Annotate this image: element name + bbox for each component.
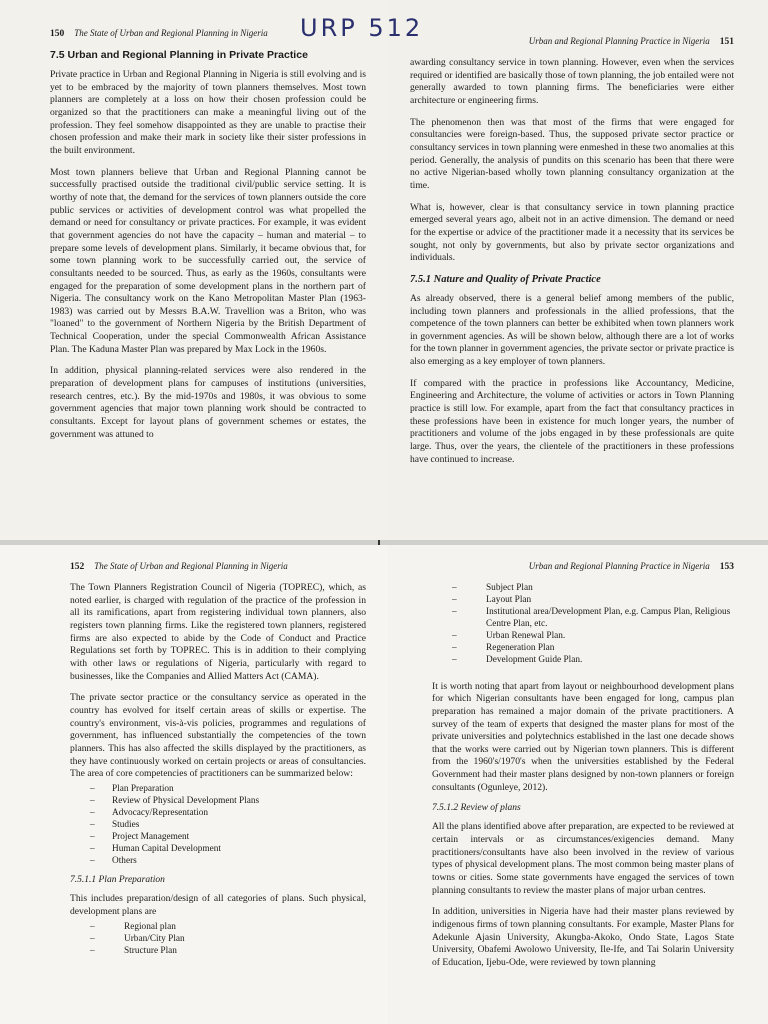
- paragraph: All the plans identified above after preparation, are expected to be reviewed at certain intervals or as circumstances/exigencies demand. Many practitioners/consultants have also been involved in the review of various types of physical development plans. The most common being master plans of towns or cities. Some state governments have engaged the services of town planning consultants to review the master plans of major urban centres.: [432, 821, 734, 896]
- running-title: The State of Urban and Regional Planning in Nigeria: [74, 28, 268, 38]
- page-153: [388, 545, 768, 1024]
- handwritten-course-code: URP 512: [300, 14, 424, 42]
- list-item: – Structure Plan: [90, 945, 366, 957]
- paragraph: In addition, physical planning-related services were also rendered in the preparation of development plans for campuses of institutions (universities, research centres, etc.). By the mid-1970s and 1980s, it was obvious to some government agencies that major town planning work should be contracted to consultants. Except for layout plans of government schemes or estates, the government was attuned to: [50, 365, 366, 440]
- list-item: – Layout Plan: [452, 594, 734, 606]
- page-number: 150: [50, 29, 65, 39]
- running-title: The State of Urban and Regional Planning in Nigeria: [94, 561, 288, 571]
- page-151: [388, 0, 768, 540]
- paragraph: It is worth noting that apart from layout or neighbourhood development plans for which Nigerian consultants have been engaged for long, campus plan preparation has remained a major domain of the private practitioners. A survey of the team of experts that designed the master plans for most of the private universities and polytechnics established in the last one decade shows that the works were carried out by Nigerian town planners. This is different from the 1960's/1970's when the universities established by the Federal Government had their master plans designed by non-town planners or foreign consultants (Ogunleye, 2012).: [432, 680, 734, 793]
- running-title: Urban and Regional Planning Practice in Nigeria: [528, 561, 710, 571]
- plans-list-continued: [452, 582, 734, 667]
- paragraph: This includes preparation/design of all categories of plans. Such physical, development plans are: [70, 893, 366, 918]
- subsubsection-heading: 7.5.1.1 Plan Preparation: [70, 875, 165, 886]
- list-item: – Development Guide Plan.: [452, 654, 734, 666]
- page-150: [0, 0, 388, 540]
- list-item: – Urban Renewal Plan.: [452, 630, 734, 642]
- list-item: – Project Management: [90, 831, 366, 843]
- competencies-list: [90, 783, 366, 868]
- running-header: [70, 561, 366, 572]
- list-item: – Review of Physical Development Plans: [90, 795, 366, 807]
- section-heading: 7.5 Urban and Regional Planning in Private Practice: [50, 49, 308, 61]
- page-number: 152: [70, 562, 85, 572]
- plans-list: [90, 921, 366, 957]
- page-number: 151: [719, 37, 734, 47]
- subsection-heading: 7.5.1 Nature and Quality of Private Practice: [410, 273, 601, 285]
- list-item: – Others: [90, 855, 366, 867]
- paragraph: Most town planners believe that Urban and Regional Planning cannot be successfully practised outside the traditional civil/public service setting. It is worthy of note that, the demand for the services of town planners outside the core public services or activities of development control was what propelled the demand or need for consultancy or private practices. For example, it was evident that government agencies do not have the capacity – human and material – to prepare some levels of development plans. Similarly, it became obvious that, for some town planning work to be successfully carried out, the service of consultants needed to be sourced. Thus, as early as the 1960s, consultants were engaged for the preparation of some development plans in the northern part of Nigeria. The consultancy work on the Kano Metropolitan Master Plan (1963-1983) was carried out by Messrs B.A.W. Travellion was a Briton, who was "loaned" to the government of Northern Nigeria by the British Department of Technical Cooperation, under the special Commonwealth African Assistance Plan. The Kaduna Master Plan was prepared by Max Lock in the 1960s.: [50, 166, 366, 355]
- running-header: [432, 561, 734, 572]
- list-item: – Institutional area/Development Plan, e.g. Campus Plan, Religious Centre Plan, etc.: [452, 606, 734, 630]
- paragraph: If compared with the practice in professions like Accountancy, Medicine, Engineering and Architecture, the volume of activities or actors in Town Planning practice is still low. For example, apart from the fact that consultancy practices in these professions have been in existence for much longer years, the number of practitioners and volume of the jobs engaged in by these professionals are quite large. Thus, over the years, the clientele of the practitioners in these professions have continued to increase.: [410, 377, 734, 465]
- page-152: [0, 545, 388, 1024]
- paragraph: The phenomenon then was that most of the firms that were engaged for consultancies were foreign-based. Thus, the supposed private sector practice or consultancy services in town planning were enmeshed in these two anomalies at this period. Generally, the analysis of pundits on this scenario has been that there were no active Nigerian-based wholly town planning consultancy organization at the time.: [410, 116, 734, 191]
- paragraph: The private sector practice or the consultancy service as operated in the country has evolved for itself certain areas of skills or expertise. The country's environment, vis-à-vis policies, programmes and regulations of government, has influenced substantially the competencies of the town planners. This has also affected the skills displayed by the practitioners, as they have continuously worked on certain projects or areas of consultancies. The area of core competencies of practitioners can be summarized below:: [70, 692, 366, 780]
- subsubsection-heading: 7.5.1.2 Review of plans: [432, 803, 521, 814]
- list-item: – Subject Plan: [452, 582, 734, 594]
- paragraph: awarding consultancy service in town planning. However, even when the services required or identified are basically those of town planning, the job entailed were not generally awarded to town planning firms. The beneficiaries were either architecture or engineering firms.: [410, 57, 734, 106]
- list-item: – Studies: [90, 819, 366, 831]
- list-item: – Regional plan: [90, 921, 366, 933]
- running-title: Urban and Regional Planning Practice in Nigeria: [528, 36, 710, 46]
- list-item: – Human Capital Development: [90, 843, 366, 855]
- page-number: 153: [719, 562, 734, 572]
- paragraph: What is, however, clear is that consultancy service in town planning practice emerged several years ago, albeit not in an active dimension. The demand or need for the expertise or advice of the practitioner made it a necessity that its services be sought, not only by governments, but also by private sector organizations and individuals.: [410, 201, 734, 264]
- list-item: – Urban/City Plan: [90, 933, 366, 945]
- list-item: – Plan Preparation: [90, 783, 366, 795]
- paragraph: As already observed, there is a general belief among members of the public, including town planners and professionals in the allied professions, that the competence of the town planners can better be exhibited when town planners work in government agencies. As will be shown below, although there are a lot of works for the town planner in government agencies, the private sector or private practice is also emerging as a key employer of town planners.: [410, 292, 734, 368]
- paragraph: Private practice in Urban and Regional Planning in Nigeria is still evolving and is yet to be embraced by the majority of town planners themselves. Most town planners are completely at a loss on how their chosen profession could be organized so that the practitioners can make a meaningful living out of the profession. They feel somehow disappointed as they are unable to practise their chosen profession and make their mark in society like their sister professions in the built environment.: [50, 69, 366, 156]
- paragraph: In addition, universities in Nigeria have had their master plans reviewed by indigenous firms of town planning consultants. For example, Master Plans for Adekunle Ajasin University, Akungba-Akoko, Ondo State, Lagos State University, Obafemi Awolowo University, Ile-Ife, and Tai Solarin University of Education, Ijebu-Ode, were reviewed by town planning: [432, 906, 734, 969]
- list-item: – Regeneration Plan: [452, 642, 734, 654]
- list-item: – Advocacy/Representation: [90, 807, 366, 819]
- paragraph: The Town Planners Registration Council of Nigeria (TOPREC), which, as noted earlier, is charged with regulation of the practice of the profession in all its ramifications, apart from registering individual town planners, also registers town planning firms. Like the registered town planners, registered firms are also expected to abide by the Code of Conduct and Practice Regulations set forth by TOPREC. This is in addition to their complying with other laws or regulations of Nigeria, particularly with regard to businesses, like the Companies and Allied Matters Act (CAMA).: [70, 582, 366, 682]
